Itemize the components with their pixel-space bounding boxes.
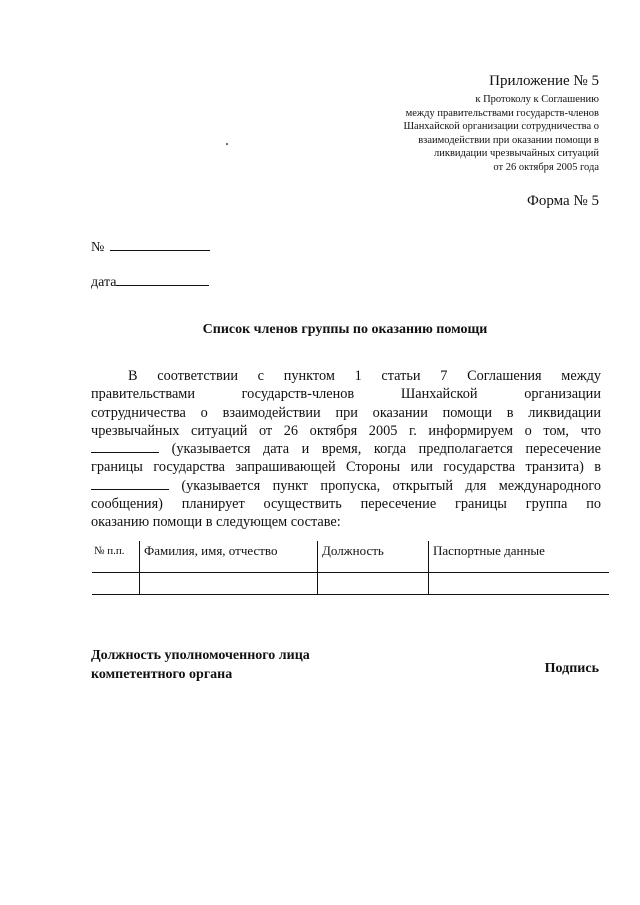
annex-header xyxy=(403,72,599,175)
signatory-line: Должность уполномоченного лица xyxy=(91,648,310,663)
annex-line: Шанхайской организации сотрудничества о xyxy=(403,121,599,133)
date-field xyxy=(91,273,209,291)
table-row xyxy=(92,573,609,595)
list-title: Список членов группы по оказанию помощи xyxy=(202,322,488,337)
column-header-number: № п.п. xyxy=(92,541,140,573)
date-label: дата xyxy=(91,275,117,290)
annex-line: к Протоколу к Соглашению xyxy=(475,94,599,105)
paragraph-line: оказанию помощи в следующем составе: xyxy=(91,514,341,531)
signatory-block xyxy=(91,646,310,684)
paragraph-line: правительствами государств-членов Шанхайской организации xyxy=(91,386,601,403)
table-cell xyxy=(429,573,610,595)
column-header-position: Должность xyxy=(318,541,429,573)
paragraph-line: чрезвычайных ситуаций от 26 октября 2005 г. информируем о том, что xyxy=(91,422,601,439)
annex-line: ликвидации чрезвычайных ситуаций xyxy=(434,148,599,160)
column-header-full-name: Фамилия, имя, отчество xyxy=(140,541,318,573)
paragraph-line-text: (указывается дата и время, когда предполагается пересечение xyxy=(171,441,601,458)
paragraph-line: границы государства запрашивающей Стороны или государства транзита) в xyxy=(91,459,601,476)
paragraph-line-text: (указывается пункт пропуска, открытый для международного xyxy=(181,477,601,494)
form-label: Форма № 5 xyxy=(527,193,599,209)
annex-line: между правительствами государств-членов xyxy=(405,107,599,119)
paragraph-line: В соответствии с пунктом 1 статьи 7 Соглашения между xyxy=(128,368,601,384)
number-blank-line xyxy=(110,238,210,251)
signatory-line: компетентного органа xyxy=(91,667,233,682)
table-header-row xyxy=(92,541,609,573)
column-header-passport: Паспортные данные xyxy=(429,541,610,573)
table-cell xyxy=(140,573,318,595)
number-field xyxy=(91,238,210,256)
annex-line: взаимодействии при оказании помощи в xyxy=(418,134,599,146)
number-label: № xyxy=(91,240,105,255)
datetime-blank-line xyxy=(91,440,159,453)
annex-line: от 26 октября 2005 года xyxy=(493,161,599,173)
paragraph-line-with-blank xyxy=(91,477,601,495)
checkpoint-blank-line xyxy=(91,477,169,490)
members-table xyxy=(92,541,609,595)
body-paragraph xyxy=(91,367,601,532)
table-cell xyxy=(318,573,429,595)
paragraph-line: сообщения) планирует осуществить пересечение границы группа по xyxy=(91,496,601,513)
annex-title: Приложение № 5 xyxy=(489,73,599,89)
scan-speck xyxy=(226,143,228,145)
date-blank-line xyxy=(116,273,209,286)
table-cell xyxy=(92,573,140,595)
paragraph-line: сотрудничества о взаимодействии при оказании помощи в ликвидации xyxy=(91,404,601,421)
annex-reference xyxy=(403,93,599,175)
signature-label: Подпись xyxy=(544,661,599,676)
paragraph-line-with-blank xyxy=(91,440,601,458)
